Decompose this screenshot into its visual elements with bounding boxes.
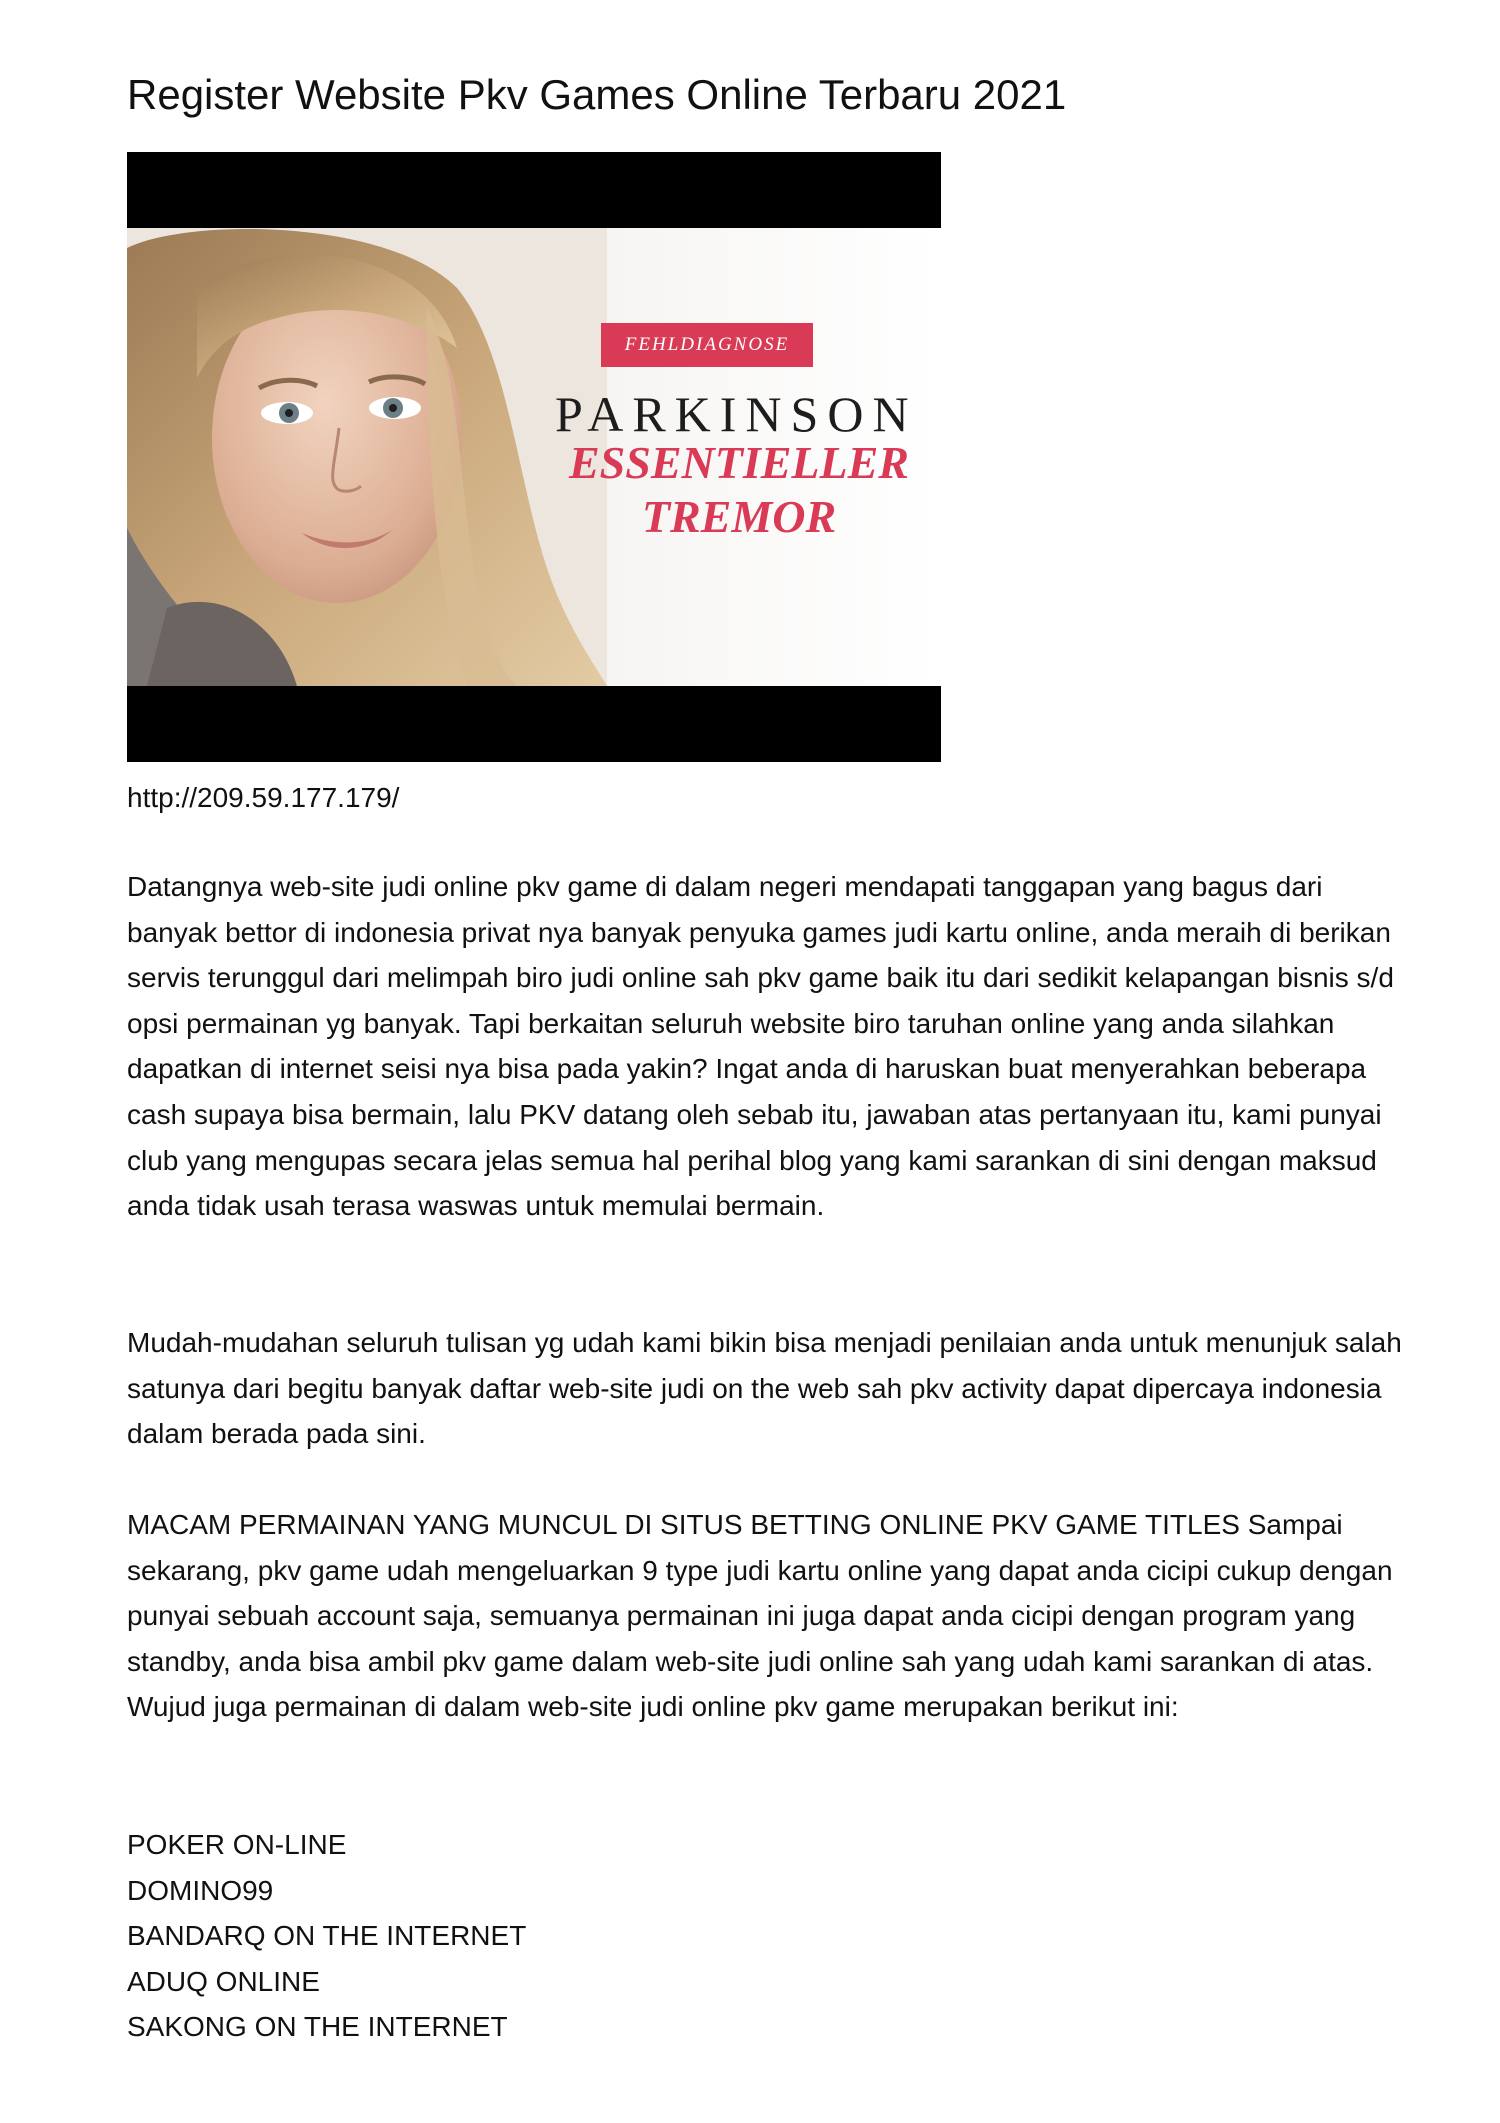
source-url-link[interactable]: http://209.59.177.179/ [127, 782, 400, 813]
hero-headline-tremor: TREMOR [641, 491, 837, 542]
hero-text-block [527, 228, 941, 686]
list-item: SAKONG ON THE INTERNET [127, 2011, 508, 2043]
list-item: DOMINO99 [127, 1874, 274, 1906]
list-item: BANDARQ ON THE INTERNET [127, 1920, 527, 1952]
hero-headline-essentieller: ESSENTIELLER [569, 437, 909, 488]
hero-badge: FEHLDIAGNOSE [601, 323, 813, 367]
list-item: POKER ON-LINE [127, 1829, 347, 1860]
list-item: ADUQ ONLINE [127, 1965, 320, 1997]
body-paragraph: MACAM PERMAINAN YANG MUNCUL DI SITUS BETTING ONLINE PKV GAME TITLES Sampai sekarang, pkv game udah mengeluarkan 9 type judi kartu online yang dapat anda cicipi cukup dengan punyai sebuah account saja, semuanya permainan ini juga dapat anda cicipi dengan program yang standby, anda bisa ambil pkv game dalam web-site judi online sah yang udah kami sarankan di atas. Wujud juga permainan di dalam web-site judi online pkv game merupakan berikut ini: [127, 1509, 1393, 1723]
hero-image-content [127, 228, 941, 686]
hero-image [127, 152, 941, 762]
game-list [127, 1822, 526, 2050]
page-title: Register Website Pkv Games Online Terbaru 2021 [127, 71, 1067, 118]
hero-headline-parkinson: PARKINSON [555, 386, 918, 442]
body-paragraph: Mudah-mudahan seluruh tulisan yg udah kami bikin bisa menjadi penilaian anda untuk menunjuk salah satunya dari begitu banyak daftar web-site judi on the web sah pkv activity dapat dipercaya indonesia dalam berada pada sini. [127, 1327, 1402, 1450]
body-paragraph: Datangnya web-site judi online pkv game di dalam negeri mendapati tanggapan yang bagus dari banyak bettor di indonesia privat nya banyak penyuka games judi kartu online, anda meraih di berikan servis terunggul dari melimpah biro judi online sah pkv game baik itu dari sedikit kelapangan bisnis s/d opsi permainan yg banyak. Tapi berkaitan seluruh website biro taruhan online yang anda silahkan dapatkan di internet seisi nya bisa pada yakin? Ingat anda di haruskan buat menyerahkan beberapa cash supaya bisa bermain, lalu PKV datang oleh sebab itu, jawaban atas pertanyaan itu, kami punyai club yang mengupas secara jelas semua hal perihal blog yang kami sarankan di sini dengan maksud anda tidak usah terasa waswas untuk memulai bermain. [127, 871, 1394, 1222]
